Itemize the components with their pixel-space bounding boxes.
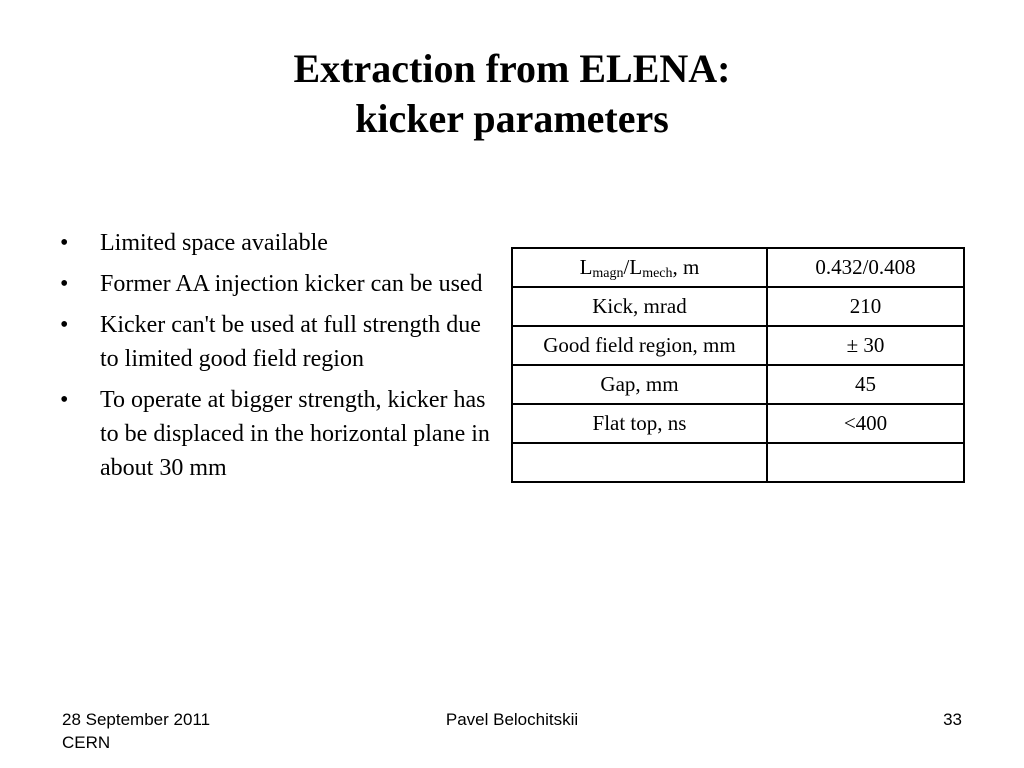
- bullet-mark: •: [60, 271, 69, 297]
- footer-date: 28 September 2011: [62, 710, 211, 729]
- length-label-sub-mech: mech: [642, 266, 673, 281]
- length-label-unit: , m: [672, 255, 700, 279]
- bullet-item: [60, 267, 490, 301]
- bullet-mark: •: [60, 312, 69, 338]
- bullet-mark: •: [60, 387, 69, 413]
- bullet-text: Former AA injection kicker can be used: [100, 271, 483, 297]
- footer-author: Pavel Belochitskii: [445, 710, 579, 729]
- table-row: [512, 326, 964, 365]
- table-cell-length-label: [512, 248, 767, 287]
- table-row: [512, 248, 964, 287]
- table-cell-name: Gap, mm: [512, 365, 767, 404]
- slide-title-line-1: Extraction from ELENA:: [293, 46, 731, 91]
- table-cell-name: Flat top, ns: [512, 404, 767, 443]
- slide-title-line-2: kicker parameters: [355, 96, 669, 141]
- footer-org: CERN: [62, 733, 111, 752]
- table-row: [512, 287, 964, 326]
- kicker-parameters-table: [511, 247, 965, 483]
- slide-title: [0, 44, 1024, 144]
- table-row: [512, 365, 964, 404]
- table-row: [512, 404, 964, 443]
- table-cell-value: ± 30: [767, 326, 964, 365]
- bullet-mark: •: [60, 230, 69, 256]
- bullet-item: [60, 226, 490, 260]
- table-cell-name: [512, 443, 767, 482]
- length-label-sub-magn: magn: [592, 266, 624, 281]
- table-cell-name: Kick, mrad: [512, 287, 767, 326]
- bullet-text: Limited space available: [100, 230, 328, 256]
- table-cell-value: 0.432/0.408: [767, 248, 964, 287]
- table-row: [512, 443, 964, 482]
- length-label-slash: /L: [623, 255, 643, 279]
- length-label-l: L: [579, 255, 593, 279]
- bullet-text: To operate at bigger strength, kicker has to be displaced in the horizontal plane in about 30 mm: [100, 387, 490, 481]
- table-cell-value: 45: [767, 365, 964, 404]
- footer-page-number: 33: [943, 710, 962, 729]
- bullet-text: Kicker can't be used at full strength due to limited good field region: [100, 312, 481, 372]
- table-cell-value: [767, 443, 964, 482]
- table-cell-value: <400: [767, 404, 964, 443]
- bullet-item: [60, 308, 490, 376]
- table-cell-value: 210: [767, 287, 964, 326]
- table-cell-name: Good field region, mm: [512, 326, 767, 365]
- bullet-list: [60, 226, 490, 492]
- bullet-item: [60, 383, 490, 485]
